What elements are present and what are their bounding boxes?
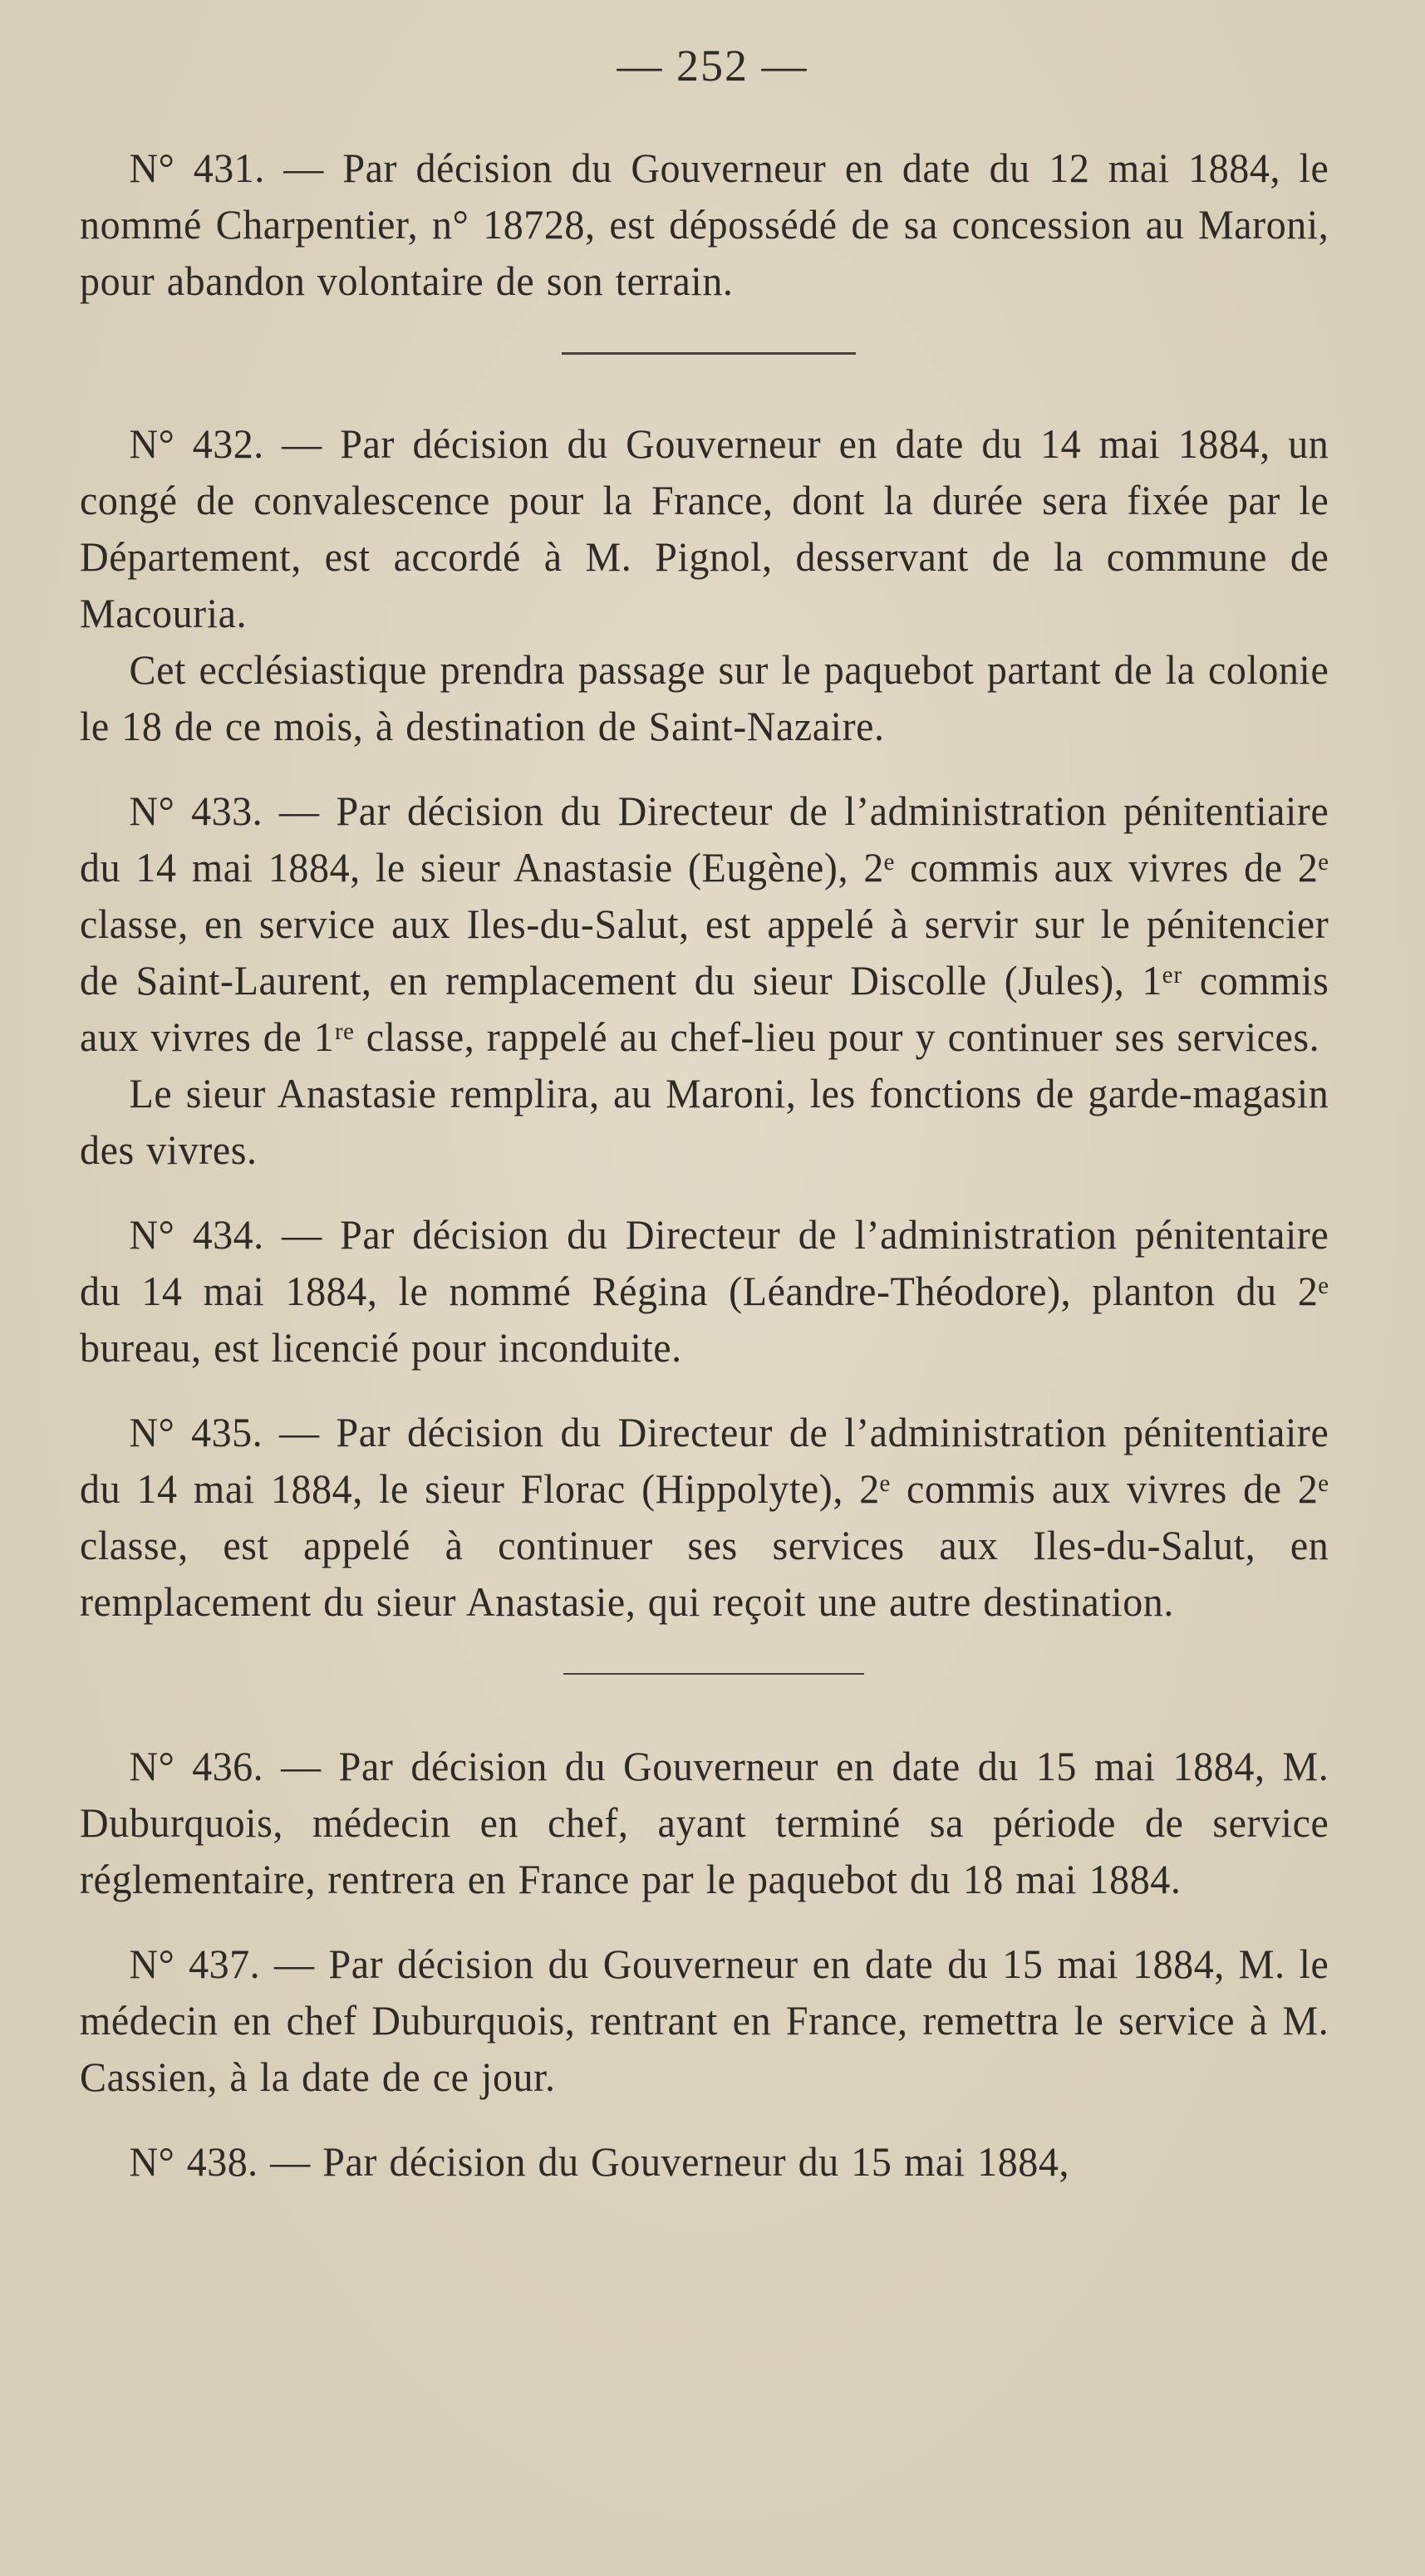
entry-number: N° 432. (129, 420, 264, 467)
entry-432 (80, 415, 1329, 754)
entry-text: — Par décision du Directeur de l’administration pénitentiaire du 14 mai 1884, le sieur Florac (Hippolyte), 2ᵉ commis aux vivres de 2ᵉ classe, est appelé à continuer ses services aux Iles-du-Salut, en remplacement du sieur Anastasie, qui reçoit une autre destination. (80, 1409, 1329, 1625)
paragraph (80, 1936, 1329, 2105)
entry-number: N° 433. (129, 788, 263, 834)
paragraph (80, 1065, 1329, 1178)
entry-438 (80, 2133, 1329, 2190)
paragraph (80, 783, 1329, 1065)
entry-number: N° 437. (129, 1941, 261, 1987)
paragraph (80, 415, 1329, 641)
page-number: — 252 — (617, 41, 808, 91)
entry-text: — Par décision du Gouverneur en date du 12 mai 1884, le nommé Charpentier, n° 18728, est dépossédé de sa concession au Maroni, pour abandon volontaire de son terrain. (80, 145, 1329, 304)
paragraph (80, 140, 1329, 309)
entry-431 (80, 140, 1329, 309)
entry-text: Cet ecclésiastique prendra passage sur le paquebot partant de la colonie le 18 de ce mois, à destination de Saint-Nazaire. (80, 646, 1329, 749)
entry-text: — Par décision du Gouverneur en date du 15 mai 1884, M. Duburquois, médecin en chef, ayant terminé sa période de service réglementaire, rentrera en France par le paquebot du 18 mai 1884. (80, 1743, 1329, 1902)
entry-number: N° 431. (129, 145, 265, 191)
entry-number: N° 436. (129, 1743, 264, 1789)
paragraph (80, 1738, 1329, 1907)
entry-text: — Par décision du Gouverneur en date du 14 mai 1884, un congé de convalescence pour la France, dont la durée sera fixée par le Département, est accordé à M. Pignol, desservant de la commune de Macouria. (80, 420, 1329, 636)
entry-435 (80, 1404, 1329, 1630)
entry-text: — Par décision du Gouverneur du 15 mai 1884, (270, 2138, 1070, 2185)
entry-text: — Par décision du Directeur de l’administration pénitentiaire du 14 mai 1884, le sieur Anastasie (Eugène), 2ᵉ commis aux vivres de 2ᵉ classe, en service aux Iles-du-Salut, est appelé à servir sur le pénitencier de Saint-Laurent, en remplacement du sieur Discolle (Jules), 1ᵉʳ commis aux vivres de 1ʳᵉ classe, rappelé au chef-lieu pour y continuer ses services. (80, 788, 1329, 1060)
paragraph (80, 641, 1329, 754)
entry-text: — Par décision du Directeur de l’administration pénitentaire du 14 mai 1884, le nommé Régina (Léandre-Théodore), planton du 2ᵉ bureau, est licencié pour inconduite. (80, 1211, 1329, 1371)
entry-437 (80, 1936, 1329, 2105)
paragraph (80, 1206, 1329, 1376)
section-divider (80, 1630, 1329, 1710)
entry-number: N° 438. (129, 2138, 258, 2185)
document-body (80, 140, 1329, 2190)
entry-text: Le sieur Anastasie remplira, au Maroni, les fonctions de garde-magasin des vivres. (80, 1070, 1329, 1173)
entry-number: N° 435. (129, 1409, 263, 1455)
entry-433 (80, 783, 1329, 1178)
divider-rule (562, 352, 856, 355)
paragraph (80, 1404, 1329, 1630)
section-divider (80, 309, 1329, 387)
entry-436 (80, 1738, 1329, 1907)
paragraph (80, 2133, 1329, 2190)
entry-434 (80, 1206, 1329, 1376)
divider-rule (563, 1673, 864, 1675)
entry-text: — Par décision du Gouverneur en date du 15 mai 1884, M. le médecin en chef Duburquois, rentrant en France, remettra le service à M. Cassien, à la date de ce jour. (80, 1941, 1329, 2100)
entry-number: N° 434. (129, 1211, 264, 1258)
